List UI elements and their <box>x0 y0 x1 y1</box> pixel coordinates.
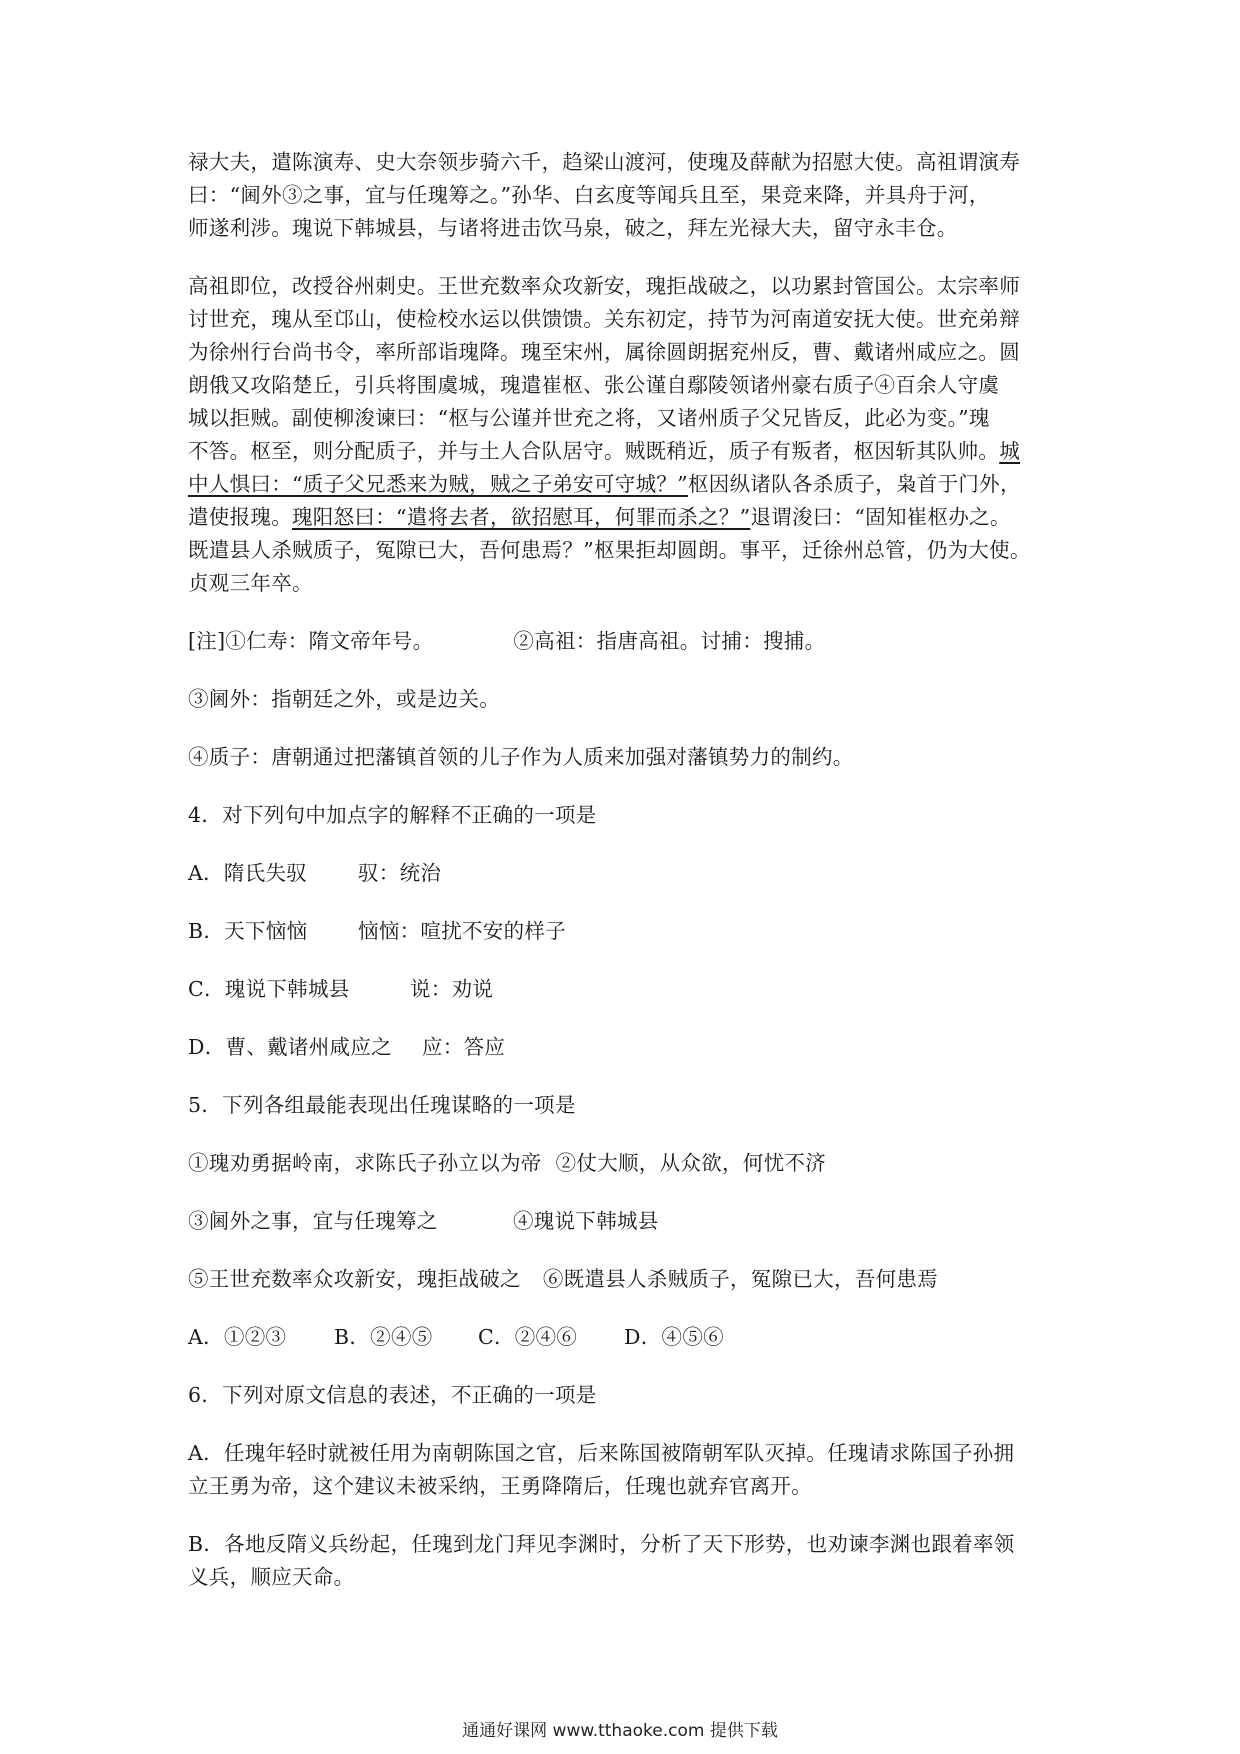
question-5-items-row-2 <box>188 1205 1068 1238</box>
text-line: 义兵，顺应天命。 <box>188 1565 355 1589</box>
text-line: 讨世充，瑰从至邙山，使检校水运以供馈馈。关东初定，持节为河南道安抚大使。世充弟辩 <box>188 307 1020 331</box>
note-1 <box>188 625 1068 658</box>
text-line <box>188 501 1068 534</box>
option-text: A．隋氏失驭 <box>188 861 308 885</box>
text-line: 贞观三年卒。 <box>188 571 313 595</box>
text-segment: 不答。枢至，则分配质子，并与土人合队居守。贼既稍近，质子有叛者，枢因斩其队帅。 <box>188 439 1000 463</box>
page-footer: 通通好课网 www.tthaoke.com 提供下载 <box>462 1721 778 1741</box>
option-text: D．曹、戴诸州咸应之 <box>188 1035 392 1059</box>
text-line: 既遣县人杀贼质子，冤隙已大，吾何患焉？”枢果拒却圆朗。事平，迁徐州总管，仍为大使。 <box>188 538 1031 562</box>
item-text: ⑤王世充数率众攻新安，瑰拒战破之 <box>188 1267 521 1291</box>
option-text: C．瑰说下韩城县 <box>188 977 350 1001</box>
text-line: 师遂利涉。瑰说下韩城县，与诸将进击饮马泉，破之，拜左光禄大夫，留守永丰仓。 <box>188 216 958 240</box>
text-line: A．任瑰年轻时就被任用为南朝陈国之官，后来陈国被隋朝军队灭掉。任瑰请求陈国子孙拥 <box>188 1441 1015 1465</box>
option-gloss: 恼恼：喧扰不安的样子 <box>358 919 566 943</box>
item-text: ⑥既遣县人杀贼质子，冤隙已大，吾何患焉 <box>542 1267 939 1291</box>
option-c: C．②④⑥ <box>478 1325 578 1349</box>
text-line: 城以拒贼。副使柳浚谏曰：“枢与公谨并世充之将，又诸州质子父兄皆反，此必为变。”瑰 <box>188 406 990 430</box>
option-gloss: 说：劝说 <box>410 977 494 1001</box>
underlined-sentence: 瑰阳怒曰：“遣将去者，欲招慰耳，何罪而杀之？” <box>292 505 751 529</box>
text-line: B．各地反隋义兵纷起，任瑰到龙门拜见李渊时，分析了天下形势，也劝谏李渊也跟着率领 <box>188 1532 1015 1556</box>
underlined-sentence: 城 <box>999 439 1021 463</box>
question-5-items-row-1 <box>188 1147 1068 1180</box>
question-4-option-d <box>188 1031 1068 1064</box>
note-text: [注]①仁寿：隋文帝年号。 <box>188 629 434 653</box>
text-segment: 遣使报瑰。 <box>188 505 292 529</box>
item-text: ④瑰说下韩城县 <box>513 1209 659 1233</box>
question-4-option-b <box>188 915 1068 948</box>
text-segment: 枢因纵诸队各杀质子，枭首于门外， <box>687 472 1021 496</box>
document-page <box>188 146 1068 1594</box>
text-line <box>188 468 1068 501</box>
text-line: 朗俄又攻陷楚丘，引兵将围虞城，瑰遣崔枢、张公谨自鄢陵领诸州豪右质子④百余人守虞 <box>188 373 1000 397</box>
option-text: B．天下恼恼 <box>188 919 308 943</box>
text-line: 曰：“阃外③之事，宜与任瑰筹之。”孙华、白玄度等闻兵且至，果竞来降，并具舟于河， <box>188 183 990 207</box>
item-text: ②仗大顺，从众欲，何忧不济 <box>555 1151 827 1175</box>
item-text: ①瑰劝勇据岭南，求陈氏子孙立以为帝 <box>188 1151 542 1175</box>
question-5-options <box>188 1321 1068 1354</box>
text-line: 高祖即位，改授谷州刺史。王世充数率众攻新安，瑰拒战破之，以功累封管国公。太宗率师 <box>188 274 1020 298</box>
note-3: ③阃外：指朝廷之外，或是边关。 <box>188 687 500 711</box>
question-4-stem: 4．对下列句中加点字的解释不正确的一项是 <box>188 803 597 827</box>
option-a: A．①②③ <box>188 1325 287 1349</box>
text-line: 立王勇为帝，这个建议未被采纳，王勇降隋后，任瑰也就弃官离开。 <box>188 1474 812 1498</box>
text-line <box>188 435 1068 468</box>
item-text: ③阃外之事，宜与任瑰筹之 <box>188 1209 438 1233</box>
underlined-sentence: 中人惧曰：“质子父兄悉来为贼，贼之子弟安可守城？” <box>188 472 688 496</box>
note-4: ④质子：唐朝通过把藩镇首领的儿子作为人质来加强对藩镇势力的制约。 <box>188 745 854 769</box>
passage-paragraph-1 <box>188 146 1068 245</box>
option-gloss: 驭：统治 <box>358 861 442 885</box>
question-6-option-a <box>188 1437 1068 1503</box>
question-5-items-row-3 <box>188 1263 1068 1296</box>
text-line: 禄大夫，遣陈演寿、史大奈领步骑六千，趋梁山渡河，使瑰及薛献为招慰大使。高祖谓演寿 <box>188 150 1020 174</box>
question-4-option-a <box>188 857 1068 890</box>
option-d: D．④⑤⑥ <box>624 1325 724 1349</box>
note-text: ②高祖：指唐高祖。讨捕：搜捕。 <box>513 629 826 653</box>
text-segment: 退谓浚曰：“固知崔枢办之。 <box>750 505 1011 529</box>
passage-paragraph-2 <box>188 270 1068 600</box>
question-5-stem: 5．下列各组最能表现出任瑰谋略的一项是 <box>188 1093 576 1117</box>
question-6-stem: 6．下列对原文信息的表述，不正确的一项是 <box>188 1383 597 1407</box>
option-gloss: 应：答应 <box>422 1035 506 1059</box>
question-6-option-b <box>188 1528 1068 1594</box>
option-b: B．②④⑤ <box>334 1325 433 1349</box>
text-line: 为徐州行台尚书令，率所部诣瑰降。瑰至宋州，属徐圆朗据兖州反，曹、戴诸州咸应之。圆 <box>188 340 1020 364</box>
question-4-option-c <box>188 973 1068 1006</box>
